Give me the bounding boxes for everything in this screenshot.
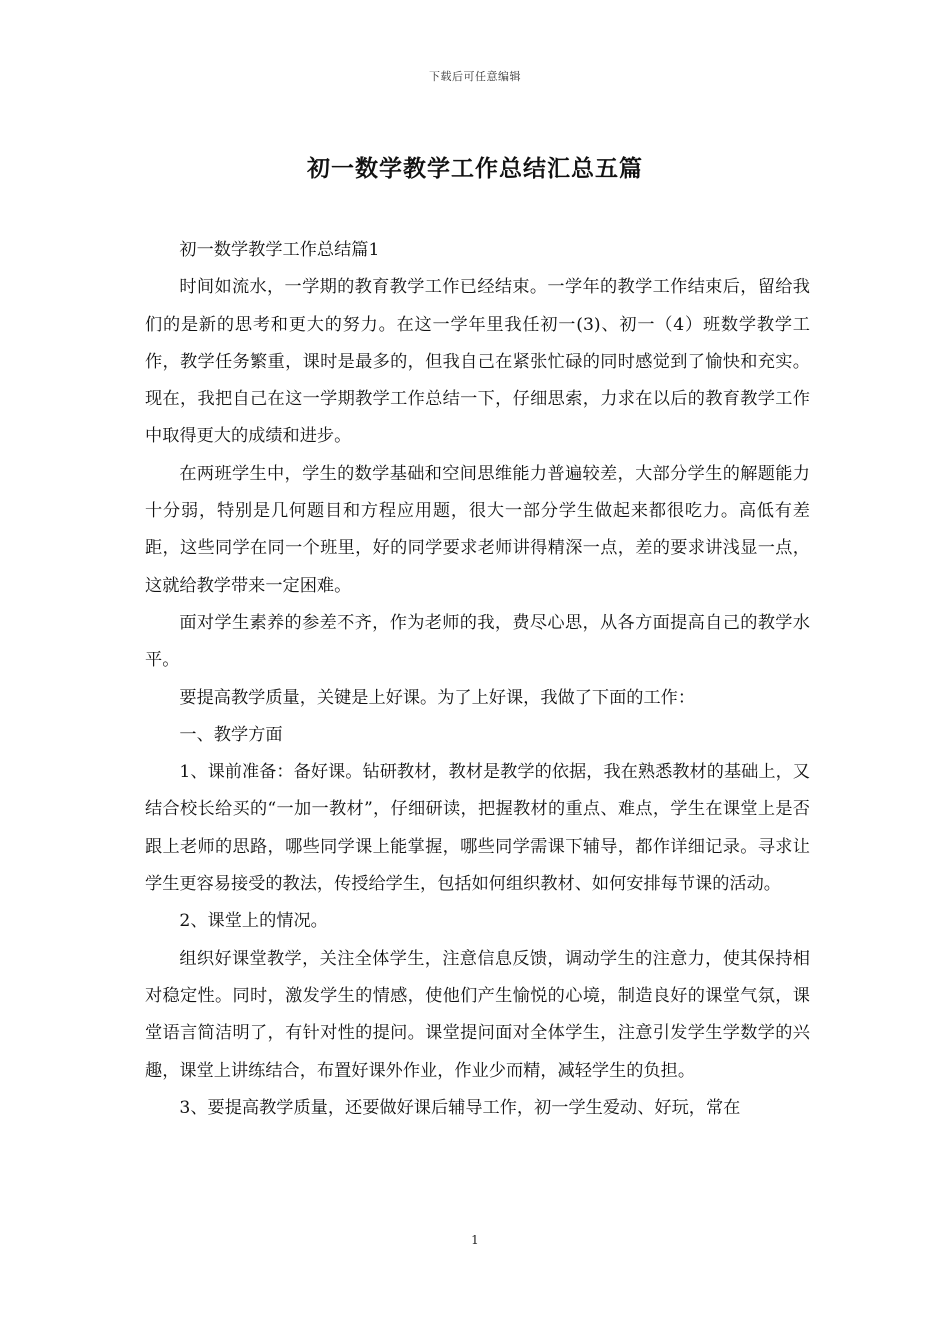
paragraph: 面对学生素养的参差不齐，作为老师的我，费尽心思，从各方面提高自己的教学水平。 bbox=[145, 612, 810, 671]
paragraph: 时间如流水，一学期的教育教学工作已经结束。一学年的教学工作结束后，留给我们的是新的思考和更大的努力。在这一学年里我任初一(3)、初一（4）班数学教学工作，教学任务繁重，课时是最多的，但我自己在紧张忙碌的同时感觉到了愉快和充实。现在，我把自己在这一学期教学工作总结一下，仔细思索，力求在以后的教育教学工作中取得更大的成绩和进步。 bbox=[145, 277, 810, 447]
paragraph: 组织好课堂教学，关注全体学生，注意信息反馈，调动学生的注意力，使其保持相对稳定性。同时，激发学生的情感，使他们产生愉悦的心境，制造良好的课堂气氛，课堂语言简洁明了，有针对性的提问。课堂提问面对全体学生，注意引发学生学数学的兴趣，课堂上讲练结合，布置好课外作业，作业少而精，减轻学生的负担。 bbox=[145, 948, 810, 1081]
paragraph: 2、课堂上的情况。 bbox=[179, 911, 328, 932]
document-body bbox=[145, 232, 810, 1127]
page-number: 1 bbox=[471, 1233, 479, 1247]
paragraph: 要提高教学质量，关键是上好课。为了上好课，我做了下面的工作： bbox=[179, 687, 696, 708]
document-title: 初一数学教学工作总结汇总五篇 bbox=[307, 155, 643, 182]
header-note: 下载后可任意编辑 bbox=[429, 70, 521, 83]
subsection-heading: 一、教学方面 bbox=[179, 724, 283, 745]
section-heading: 初一数学教学工作总结篇1 bbox=[179, 240, 380, 260]
paragraph: 1、课前准备：备好课。钻研教材，教材是教学的依据，我在熟悉教材的基础上，又结合校长给买的“一加一教材”，仔细研读，把握教材的重点、难点，学生在课堂上是否跟上老师的思路，哪些同学课上能掌握，哪些同学需课下辅导，都作详细记录。寻求让学生更容易接受的教法，传授给学生，包括如何组织教材、如何安排每节课的活动。 bbox=[145, 762, 810, 895]
paragraph: 在两班学生中，学生的数学基础和空间思维能力普遍较差，大部分学生的解题能力十分弱，特别是几何题目和方程应用题，很大一部分学生做起来都很吃力。高低有差距，这些同学在同一个班里，好的同学要求老师讲得精深一点，差的要求讲浅显一点，这就给教学带来一定困难。 bbox=[145, 463, 810, 596]
paragraph: 3、要提高教学质量，还要做好课后辅导工作，初一学生爱动、好玩，常在 bbox=[179, 1097, 741, 1118]
